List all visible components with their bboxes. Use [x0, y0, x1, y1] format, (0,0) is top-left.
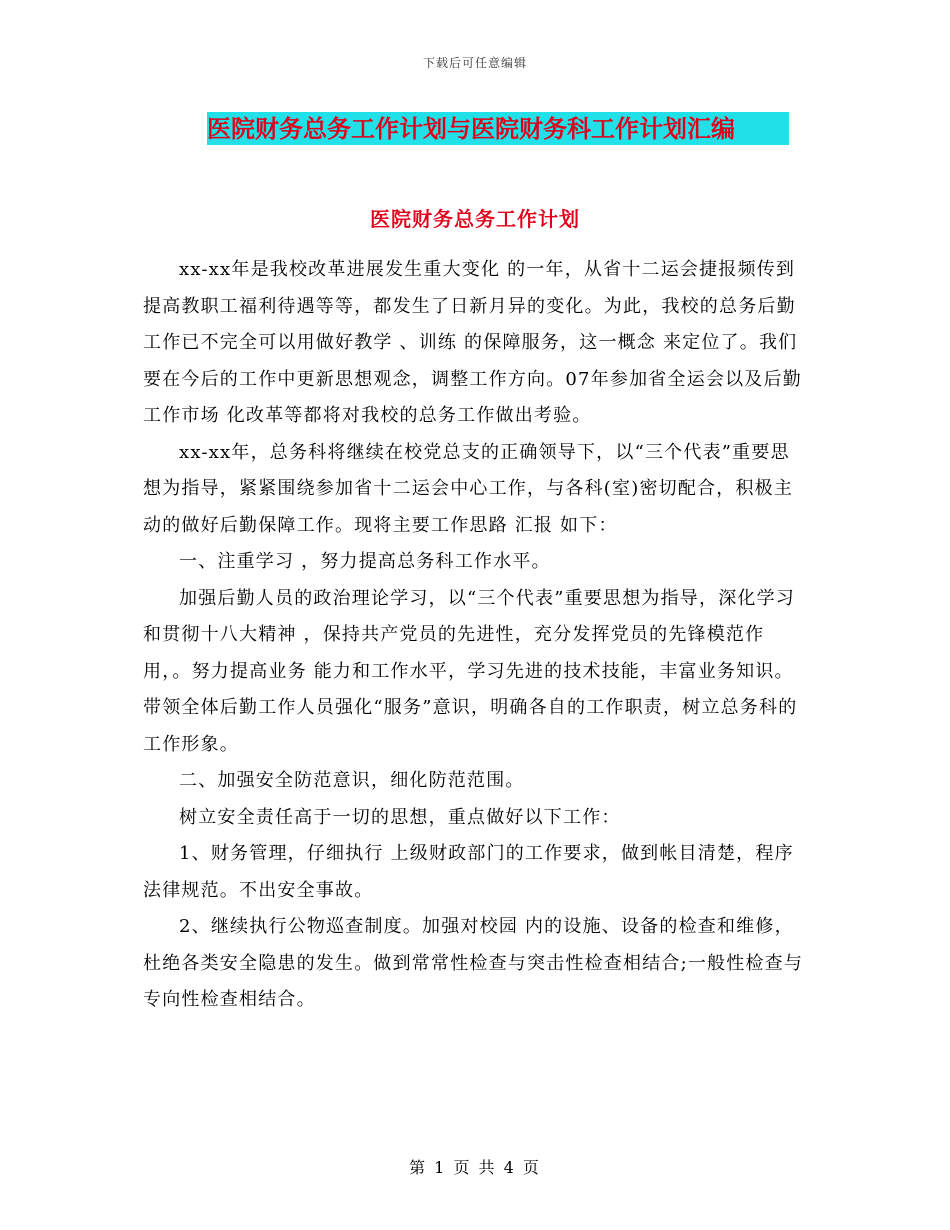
paragraph: 2、继续执行公物巡查制度。加强对校园 内的设施、设备的检查和维修，杜绝各类安全隐患的发生。做到常常性检查与突击性检查相结合;一般性检查与专向性检查相结合。 [143, 916, 804, 1010]
section-title: 医院财务总务工作计划 [370, 207, 580, 231]
paragraph-heading: 二、加强安全防范意识，细化防范范围。 [179, 770, 525, 791]
paragraph-heading: 一、注重学习 ，努力提高总务科工作水平。 [179, 551, 551, 572]
paragraph: 树立安全责任高于一切的思想，重点做好以下工作： [179, 806, 621, 828]
paragraph: xx-xx年，总务科将继续在校党总支的正确领导下，以“三个代表”重要思想为指导，紧紧围绕参加省十二运会中心工作，与各科(室)密切配合，积极主动的做好后勤保障工作。现将主要工作思路 汇报 如下： [143, 441, 794, 536]
paragraph: 加强后勤人员的政治理论学习，以“三个代表”重要思想为指导，深化学习和贯彻十八大精神 ，保持共产党员的先进性，充分发挥党员的先锋模范作用，。努力提高业务 能力和工作水平，学习先进的技术技能，丰富业务知识。带领全体后勤工作人员强化“服务”意识，明确各自的工作职责，树立总务科的工作形象。 [143, 587, 798, 755]
header-note: 下载后可任意编辑 [422, 56, 527, 70]
paragraph: 1、财务管理，仔细执行 上级财政部门的工作要求，做到帐目清楚，程序法律规范。不出安全事故。 [143, 843, 794, 901]
page-footer: 第 1 页 共 4 页 [409, 1158, 541, 1177]
document-title: 医院财务总务工作计划与医院财务科工作计划汇编 [207, 114, 735, 143]
body-text [143, 252, 808, 1019]
document-title-highlight [207, 112, 789, 145]
paragraph: xx-xx年是我校改革进展发生重大变化 的一年，从省十二运会捷报频传到提高教职工福利待遇等等，都发生了日新月异的变化。为此，我校的总务后勤工作已不完全可以用做好教学 、训练 的保障服务，这一概念 来定位了。我们要在今后的工作中更新思想观念，调整工作方向。07年参加省全运会以及后勤工作市场 化改革等都将对我校的总务工作做出考验。 [143, 259, 802, 426]
